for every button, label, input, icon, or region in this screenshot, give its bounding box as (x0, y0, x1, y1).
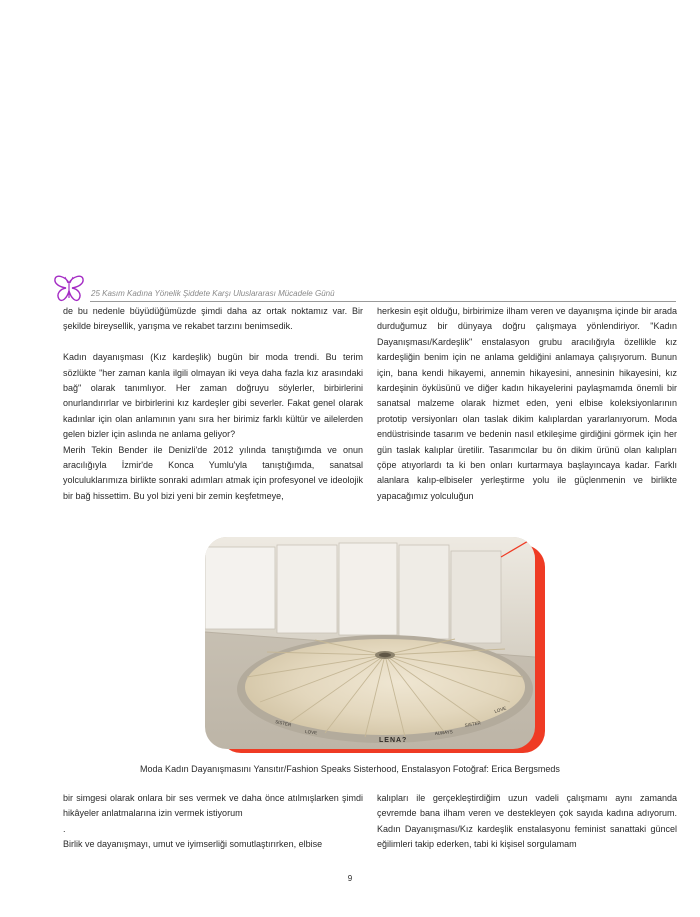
installation-photo-drawing (205, 537, 535, 749)
text-column-bottom-left (63, 791, 363, 853)
paragraph: Birlik ve dayanışmayı, umut ve iyimserliği somutlaştırırken, elbise (63, 839, 323, 850)
paragraph: de bu nedenle büyüdüğümüzde şimdi daha az ortak noktamız var. Bir şekilde bireysellik, yarışma ve rekabet tarzını benimsedik. (63, 306, 363, 332)
paragraph: kalıpları ile gerçekleştirdiğim uzun vadeli çalışmamı aynı zamanda çevremde bana ilham veren ve destekleyen çok sayıda kadına adıyorum. Kadın Dayanışması/Kız kardeşlik enstalasyonu feminist sanattaki güncel eğilimleri takip ederken, tabi ki kişisel sorgulamam (377, 793, 677, 850)
svg-text:LOVE: LOVE (304, 729, 318, 736)
text-column-bottom-right (377, 791, 677, 853)
page-header (52, 273, 676, 303)
svg-text:ALWAYS: ALWAYS (434, 729, 453, 736)
paragraph: Merih Tekin Bender ile Denizli'de 2012 yılında tanıştığımda ve onun aracılığıyla İzmir'de Konca Yumlu'yla tanıştığımda, sanatsal yolculuklarımıza birlikte sonraki adımları atmak için profesyonel ve ideolojik bir bağ hissettim. Bu yol bizi yeni bir zemin keşfetmeye, (63, 444, 363, 501)
text-column-top-right (377, 304, 677, 504)
paragraph: Kadın dayanışması (Kız kardeşlik) bugün bir moda trendi. Bu terim sözlükte "her zaman kanla ilgili olmayan iki veya daha fazla kız arasındaki bağ" olarak tanımlıyor. Her zaman doğruyu söylerler, birbirlerini onurlandırırlar ve birbirlerini kız kardeşler gibi severler. Fakat genel olarak kadınlar için olan anlamının yanı sıra her birimiz farklı kültür ve ailelerden gelen bizler için aslında ne anlama geliyor? (63, 352, 363, 440)
paragraph: . (63, 823, 66, 834)
text-column-top-left (63, 304, 363, 504)
svg-text:SISTER: SISTER (274, 719, 292, 728)
svg-text:LOVE: LOVE (493, 705, 507, 714)
header-title: 25 Kasım Kadına Yönelik Şiddete Karşı Uluslararası Mücadele Günü (91, 289, 335, 298)
svg-text:SISTER: SISTER (464, 720, 482, 728)
figure-caption: Moda Kadın Dayanışmasını Yansıtır/Fashion Speaks Sisterhood, Enstalasyon Fotoğraf: Erica Bergsmeds (140, 764, 560, 774)
paragraph: herkesin eşit olduğu, birbirimize ilham veren ve dayanışma içinde bir arada durduğumuz bir dünyaya doğru çalışmaya yönlendiriyor. "Kadın Dayanışması/Kardeşlik" enstalasyon grubu aracılığıyla özellikle kız kardeşliğin benim için ne anlama geldiğini anlamaya çalışıyorum. Bunun için, bana kendi hikayemi, annemin hikayesini, annesinin hikayesini, kız kardeşinin öyküsünü ve diğer kadın hikayelerini paylaşmamda önemli bir sanatsal malzeme olarak hizmet eden, yeni elbise koleksiyonlarının prototip versiyonları olan taslak dikim kalıplardan yararlanıyorum. Moda endüstrisinde tasarım ve bedenin nasıl etkileşime girdiğini görmek için her gün taslak kalıplar üretilir. Tasarımcılar bu ön dikim ürünü olan kalıpları çöpe atıyorlardı ta ki ben onları kurtarmaya başlayıncaya kadar. Farklı alanlara kalıp-elbiseler yerleştirme yolu ile güçlenmenin ve birlikte yapacağımız yolculuğun (377, 306, 677, 501)
installation-photo (205, 537, 535, 749)
installation-figure (205, 537, 545, 755)
header-divider (90, 301, 676, 302)
floor-inscription: LENA? (379, 737, 408, 744)
paragraph: bir simgesi olarak onlara bir ses vermek ve daha önce atılmışlarken şimdi hikâyeler anlatmalarına izin vermek istiyorum (63, 793, 363, 819)
page-number: 9 (347, 874, 353, 883)
butterfly-icon (52, 274, 86, 304)
